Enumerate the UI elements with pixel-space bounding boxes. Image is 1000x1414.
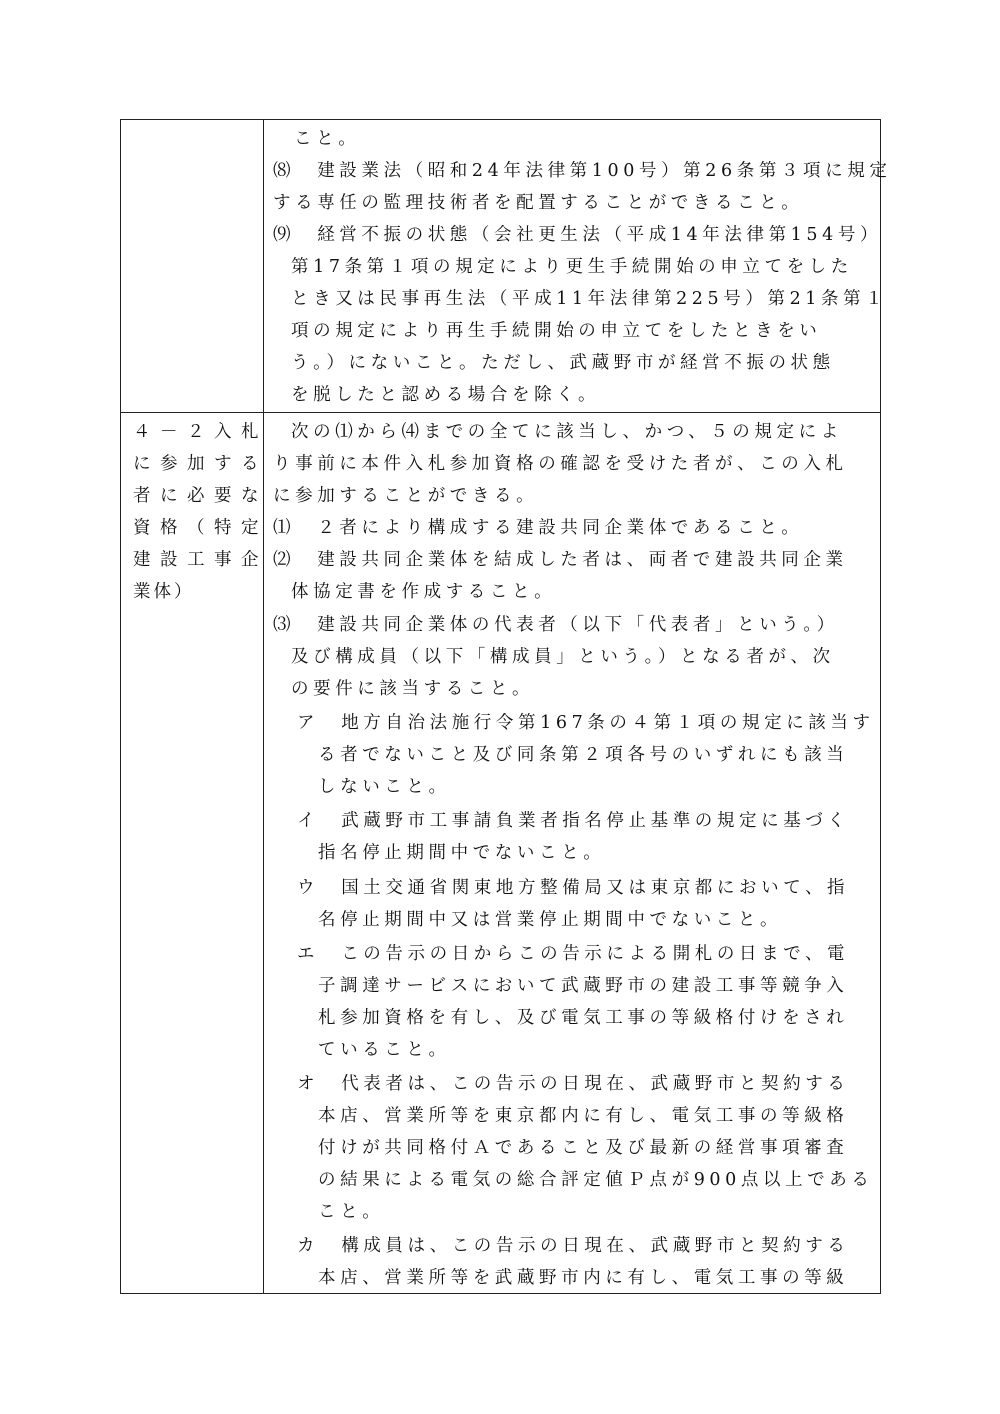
- text-line: オ 代表者は、この告示の日現在、武蔵野市と契約する: [297, 1074, 850, 1094]
- text-line: 名停止期間中又は営業停止期間中でないこと。: [318, 910, 783, 930]
- text-line: しないこと。: [318, 777, 451, 797]
- text-line: エ この告示の日からこの告示による開札の日まで、電: [297, 944, 850, 964]
- text-line: 札参加資格を有し、及び電気工事の等級格付けをされ: [318, 1008, 849, 1028]
- text-line: とき又は民事再生法（平成11年法律第225号）第21条第１: [291, 289, 888, 309]
- text-line: を脱したと認める場合を除く。: [291, 385, 601, 405]
- text-line: ア 地方自治法施行令第167条の４第１項の規定に該当す: [297, 713, 875, 733]
- column-divider: [263, 120, 264, 1293]
- text-line: 本店、営業所等を東京都内に有し、電気工事の等級格: [318, 1106, 849, 1126]
- text-line: 付けが共同格付Ａであること及び最新の経営事項審査: [318, 1138, 849, 1158]
- text-line: 項の規定により再生手続開始の申立てをしたときをい: [291, 321, 822, 341]
- requirements-table: [120, 119, 892, 1294]
- text-line: る者でないこと及び同条第２項各号のいずれにも該当: [318, 745, 849, 765]
- text-line: に参加することができる。: [273, 486, 539, 506]
- text-line: 指名停止期間中でないこと。: [318, 843, 606, 863]
- text-line: り事前に本件入札参加資格の確認を受けた者が、この入札: [273, 454, 848, 474]
- text-line: こと。: [318, 1202, 385, 1222]
- text-line: う。）にないこと。ただし、武蔵野市が経営不振の状態: [291, 353, 835, 373]
- text-line: ⑼ 経営不振の状態（会社更生法（平成14年法律第154号）: [273, 225, 883, 245]
- text-line: ⑻ 建設業法（昭和24年法律第100号）第26条第３項に規定: [273, 161, 892, 181]
- row-label-line: 建設工事企: [133, 550, 268, 570]
- row-label-line: ４－２入札: [133, 422, 268, 442]
- text-line: の要件に該当すること。: [291, 679, 535, 699]
- text-line: 体協定書を作成すること。: [291, 582, 557, 602]
- row-label-line: 者に必要な: [133, 486, 268, 506]
- text-line: ウ 国土交通省関東地方整備局又は東京都において、指: [297, 878, 850, 898]
- text-line: 第17条第１項の規定により更生手続開始の申立てをした: [291, 257, 853, 277]
- text-line: 及び構成員（以下「構成員」という。）となる者が、次: [291, 647, 835, 667]
- text-line: イ 武蔵野市工事請負業者指名停止基準の規定に基づく: [297, 811, 850, 831]
- text-line: こと。: [294, 129, 361, 149]
- row-label-line: に参加する: [133, 454, 268, 474]
- text-line: ⑶ 建設共同企業体の代表者（以下「代表者」という。）: [273, 615, 839, 635]
- row-label-line: 資格（特定: [133, 518, 268, 538]
- text-line: 次の⑴から⑷までの全てに該当し、かつ、５の規定によ: [291, 422, 843, 442]
- text-line: ていること。: [318, 1040, 451, 1060]
- text-line: ⑴ ２者により構成する建設共同企業体であること。: [273, 518, 804, 538]
- text-line: 本店、営業所等を武蔵野市内に有し、電気工事の等級: [318, 1268, 849, 1288]
- text-line: カ 構成員は、この告示の日現在、武蔵野市と契約する: [297, 1236, 850, 1256]
- row-label-line: 業体）: [133, 582, 195, 602]
- text-line: ⑵ 建設共同企業体を結成した者は、両者で建設共同企業: [273, 550, 848, 570]
- text-line: する専任の監理技術者を配置することができること。: [273, 193, 804, 213]
- text-line: 子調達サービスにおいて武蔵野市の建設工事等競争入: [318, 976, 849, 996]
- text-line: の結果による電気の総合評定値Ｐ点が900点以上である: [318, 1170, 874, 1190]
- row-divider: [121, 412, 880, 413]
